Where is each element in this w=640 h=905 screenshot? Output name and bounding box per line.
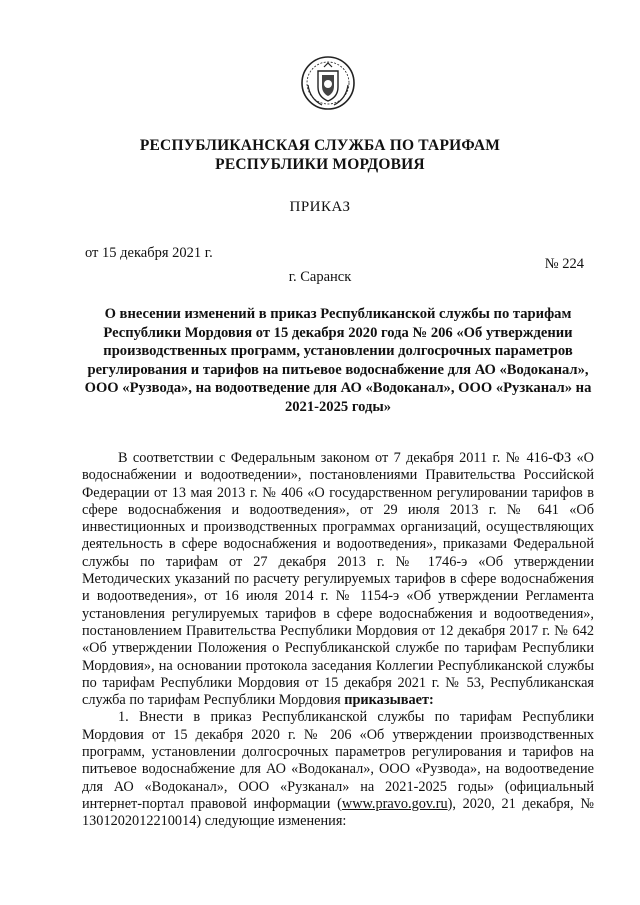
order-title: О внесении изменений в приказ Республиканской службы по тарифам Республики Мордовия от 15 декабря 2020 года № 206 «Об утверждении производственных программ, установлении долгосрочных параметров регулирования и тарифов на питьевое водоснабжение для АО «Водоканал», ООО «Рузвода», на водоотведение для АО «Водоканал», ООО «Рузканал» на 2021-2025 годы»	[84, 306, 592, 415]
preamble-text: В соответствии с Федеральным законом от 7 декабря 2011 г. № 416-ФЗ «О водоснабжении и водоотведении», постановлениями Правительства Российской Федерации от 13 мая 2013 г. № 406 «О государственном регулировании тарифов в сфере водоснабжения и водоотведения», от 29 июля 2013 г. № 641 «Об инвестиционных и производственных программах организаций, осуществляющих деятельность в сфере водоснабжения и водоотведения», приказами Федеральной службы по тарифам от 27 декабря 2013 г. № 1746-э «Об утверждении Методических указаний по расчету регулируемых тарифов в сфере водоснабжения и водоотведения», от 16 июля 2014 г. № 1154-э «Об утверждении Регламента установления регулируемых тарифов в сфере водоснабжения и водоотведения», постановлением Правительства Республики Мордовия от 12 декабря 2017 г. № 642 «Об утверждении Положения о Республиканской службе по тарифам Республики Мордовия», на основании протокола заседания Коллегии Республиканской службы по тарифам Республики Мордовия от 15 декабря 2021 г. № 53, Республиканская служба по тарифам Республики Мордовия	[82, 450, 594, 709]
organization-line-1: РЕСПУБЛИКАНСКАЯ СЛУЖБА ПО ТАРИФАМ	[139, 137, 501, 154]
coat-of-arms-emblem	[300, 55, 356, 111]
organization-header	[0, 136, 640, 174]
item-1-paragraph	[82, 709, 594, 830]
organization-line-2: РЕСПУБЛИКИ МОРДОВИЯ	[215, 156, 425, 173]
pravo-link[interactable]: www.pravo.gov.ru	[341, 795, 448, 812]
order-date: от 15 декабря 2021 г.	[85, 245, 213, 261]
item-1-end: ), 2020, 21 декабря, № 1301202012210014) следующие изменения:	[82, 795, 594, 830]
orders-word: приказывает:	[344, 692, 434, 709]
item-1-text: 1. Внести в приказ Республиканской службы по тарифам Республики Мордовия от 15 декабря 2020 г. № 206 «Об утверждении производственных программ, установлении долгосрочных параметров регулирования и тарифов на питьевое водоснабжение для АО «Водоканал», ООО «Рузвода», на водоотведение для АО «Водоканал», ООО «Рузканал» на 2021-2025 годы» (официальный интернет-портал правовой информации (	[82, 709, 594, 812]
document-type: ПРИКАЗ	[289, 199, 351, 215]
order-number: № 224	[544, 256, 584, 272]
preamble-paragraph	[82, 450, 594, 709]
order-body	[82, 450, 594, 831]
order-city: г. Саранск	[288, 269, 352, 285]
